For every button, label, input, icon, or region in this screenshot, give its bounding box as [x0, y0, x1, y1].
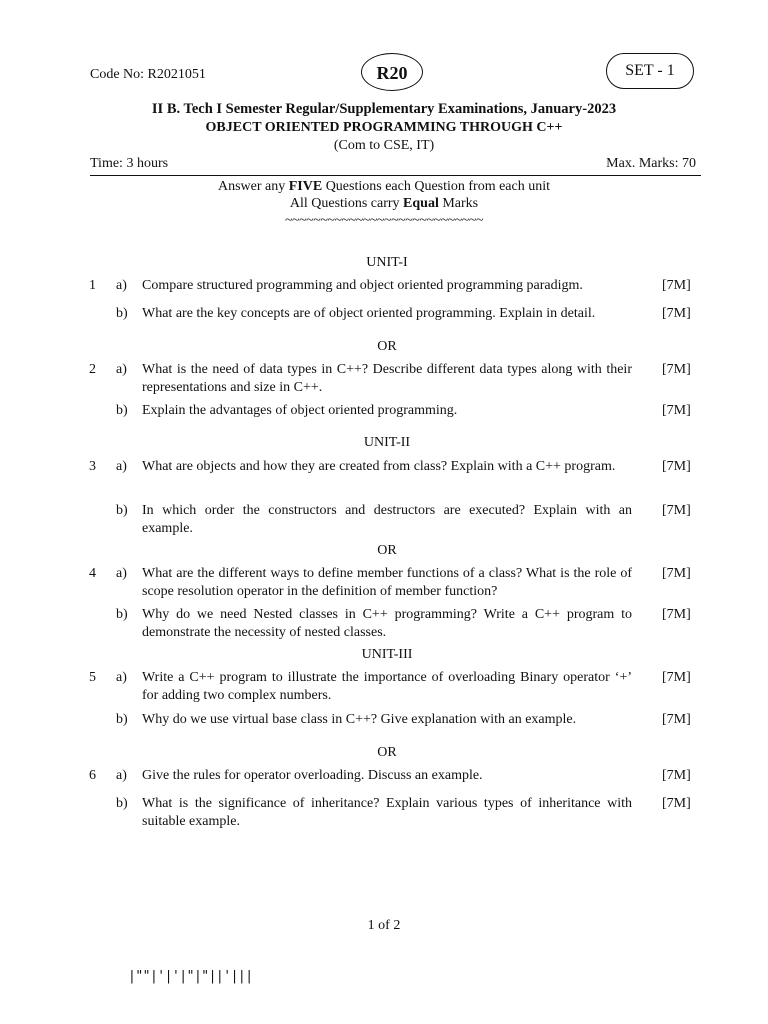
course-title: OBJECT ORIENTED PROGRAMMING THROUGH C++: [205, 120, 563, 135]
subpart-label: a): [116, 459, 127, 474]
question-text: Compare structured programming and object oriented programming paradigm.: [142, 278, 583, 293]
question-marks: [7M]: [662, 503, 691, 518]
question-text: Why do we need Nested classes in C++ programming? Write a C++ program to demonstrate the necessity of nested classes.: [142, 607, 632, 640]
question-text: What are objects and how they are created from class? Explain with a C++ program.: [142, 459, 616, 474]
question-number: 3: [89, 459, 96, 474]
instruction-line-1: Answer any FIVE Questions each Question from each unit: [217, 179, 551, 194]
set-badge: SET - 1: [606, 53, 694, 89]
question-text: What is the need of data types in C++? Describe different data types along with their representations and size in C++.: [142, 362, 632, 395]
subpart-label: b): [116, 712, 128, 727]
subpart-label: b): [116, 796, 128, 811]
subpart-label: a): [116, 362, 127, 377]
question-marks: [7M]: [662, 768, 691, 783]
unit-heading: UNIT-I: [366, 255, 408, 270]
question-text: What are the different ways to define member functions of a class? What is the role of scope resolution operator in the definition of member function?: [142, 566, 632, 599]
question-number: 2: [89, 362, 96, 377]
question-marks: [7M]: [662, 566, 691, 581]
question-text: What is the significance of inheritance? Explain various types of inheritance with suitable example.: [142, 796, 632, 829]
subpart-label: a): [116, 566, 127, 581]
separator: ~~~~~~~~~~~~~~~~~~~~~~~~~~~~: [284, 213, 484, 228]
question-text: Explain the advantages of object oriented programming.: [142, 403, 458, 418]
question-marks: [7M]: [662, 796, 691, 811]
question-marks: [7M]: [662, 607, 691, 622]
question-marks: [7M]: [662, 670, 691, 685]
unit-heading: UNIT-II: [363, 435, 411, 450]
branches: (Com to CSE, IT): [333, 138, 435, 153]
question-number: 1: [89, 278, 96, 293]
subpart-label: b): [116, 306, 128, 321]
code-number: Code No: R2021051: [90, 67, 206, 82]
header-divider: [90, 175, 701, 176]
question-text: In which order the constructors and destructors are executed? Explain with an example.: [142, 503, 632, 536]
time-allowed: Time: 3 hours: [90, 156, 169, 171]
question-marks: [7M]: [662, 712, 691, 727]
question-marks: [7M]: [662, 403, 691, 418]
regulation-badge: R20: [361, 53, 423, 91]
subpart-label: b): [116, 503, 128, 518]
or-separator: OR: [377, 543, 397, 558]
exam-title: II B. Tech I Semester Regular/Supplementary Examinations, January-2023: [151, 101, 617, 117]
subpart-label: a): [116, 768, 127, 783]
subpart-label: a): [116, 670, 127, 685]
barcode: |""|'|'|"|"||'|||: [128, 969, 253, 984]
question-number: 5: [89, 670, 96, 685]
question-number: 4: [89, 566, 96, 581]
subpart-label: a): [116, 278, 127, 293]
question-marks: [7M]: [662, 362, 691, 377]
question-text: Give the rules for operator overloading. Discuss an example.: [142, 768, 483, 783]
page-number: 1 of 2: [367, 918, 401, 933]
question-text: What are the key concepts are of object oriented programming. Explain in detail.: [142, 306, 596, 321]
or-separator: OR: [377, 745, 397, 760]
question-marks: [7M]: [662, 306, 691, 321]
question-text: Why do we use virtual base class in C++? Give explanation with an example.: [142, 712, 577, 727]
max-marks: Max. Marks: 70: [606, 156, 696, 171]
question-marks: [7M]: [662, 459, 691, 474]
question-number: 6: [89, 768, 96, 783]
unit-heading: UNIT-III: [361, 647, 413, 662]
instruction-line-2: All Questions carry Equal Marks: [289, 196, 479, 211]
subpart-label: b): [116, 403, 128, 418]
question-marks: [7M]: [662, 278, 691, 293]
subpart-label: b): [116, 607, 128, 622]
or-separator: OR: [377, 339, 397, 354]
question-text: Write a C++ program to illustrate the importance of overloading Binary operator ‘+’ for adding two complex numbers.: [142, 670, 632, 703]
